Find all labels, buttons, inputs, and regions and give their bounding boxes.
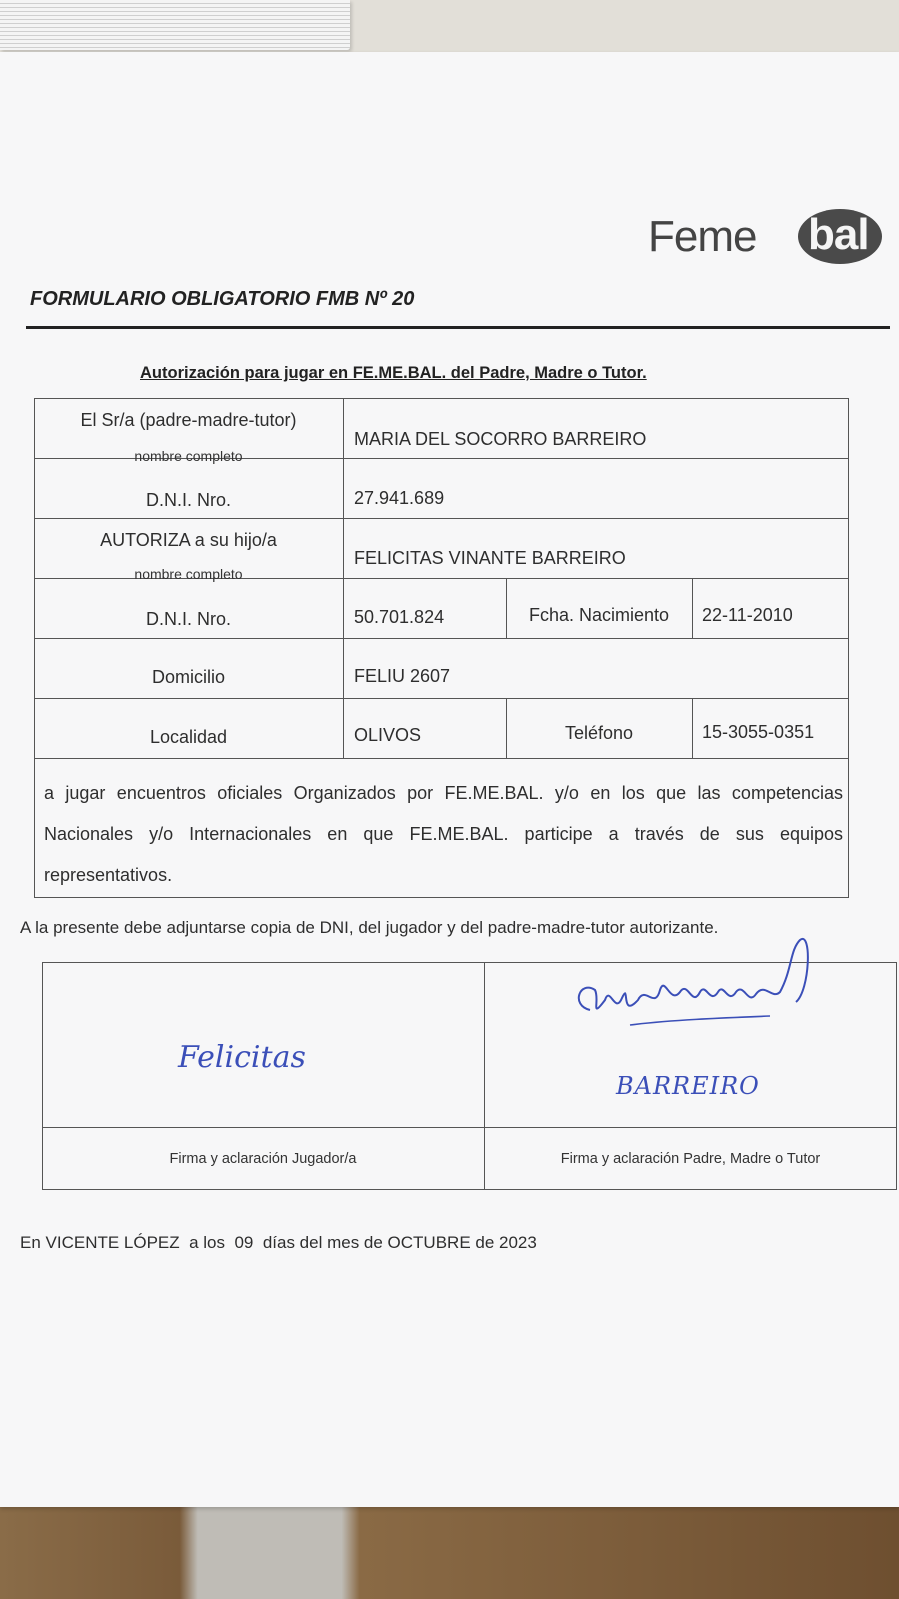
birth-date-label: Fcha. Nacimiento bbox=[528, 605, 670, 625]
authorization-paragraph: a jugar encuentros oficiales Organizados por FE.ME.BAL. y/o en los que las competencias Nacionales y/o Internacionales en que FE.ME.BAL. participe a través de sus equipos representativos. bbox=[44, 783, 843, 885]
phone-label: Teléfono bbox=[564, 723, 634, 743]
parent-name-value: MARIA DEL SOCORRO BARREIRO bbox=[354, 429, 647, 449]
birth-date-value: 22-11-2010 bbox=[702, 605, 793, 625]
background-bottom bbox=[0, 1495, 899, 1599]
parent-signature-label: Firma y aclaración Padre, Madre o Tutor bbox=[560, 1151, 821, 1167]
paper-stack bbox=[0, 0, 350, 50]
parent-dni-label: D.N.I. Nro. bbox=[145, 490, 231, 510]
parent-signature-scribble bbox=[560, 930, 830, 1050]
child-name-sublabel: nombre completo bbox=[134, 566, 243, 582]
table-rule bbox=[34, 698, 849, 699]
table-rule bbox=[34, 518, 849, 519]
address-label: Domicilio bbox=[151, 667, 225, 687]
player-signature-label: Firma y aclaración Jugador/a bbox=[169, 1151, 357, 1167]
child-name-label: AUTORIZA a su hijo/a bbox=[100, 530, 277, 550]
table-rule bbox=[692, 698, 693, 758]
city-value: OLIVOS bbox=[354, 725, 422, 745]
parent-name-sublabel: nombre completo bbox=[134, 448, 243, 464]
table-rule bbox=[343, 398, 344, 758]
child-name-value: FELICITAS VINANTE BARREIRO bbox=[354, 548, 626, 568]
signature-table-rule bbox=[42, 1127, 897, 1128]
table-rule bbox=[34, 638, 849, 639]
place-and-date: En VICENTE LÓPEZ a los 09 días del mes de OCTUBRE de 2023 bbox=[20, 1233, 537, 1252]
player-signature-handwriting: Felicitas bbox=[178, 1040, 306, 1075]
parent-dni-value: 27.941.689 bbox=[354, 488, 445, 508]
title-divider bbox=[26, 326, 890, 329]
table-rule bbox=[692, 578, 693, 638]
child-dni-value: 50.701.824 bbox=[354, 607, 445, 627]
city-label: Localidad bbox=[149, 727, 228, 747]
form-title: FORMULARIO OBLIGATORIO FMB Nº 20 bbox=[30, 288, 415, 310]
logo-text-right: bal bbox=[808, 210, 869, 259]
child-dni-label: D.N.I. Nro. bbox=[145, 609, 231, 629]
logo-text-left: Feme bbox=[648, 212, 757, 261]
attachment-note: A la presente debe adjuntarse copia de DNI, del jugador y del padre-madre-tutor autorizante. bbox=[20, 918, 719, 937]
phone-value: 15-3055-0351 bbox=[702, 722, 815, 742]
parent-name-label: El Sr/a (padre-madre-tutor) bbox=[80, 410, 297, 430]
parent-signature-clarification: BARREIRO bbox=[616, 1072, 760, 1100]
table-rule bbox=[34, 758, 849, 759]
address-value: FELIU 2607 bbox=[354, 666, 451, 686]
form-subtitle: Autorización para jugar en FE.ME.BAL. del Padre, Madre o Tutor. bbox=[140, 364, 647, 382]
